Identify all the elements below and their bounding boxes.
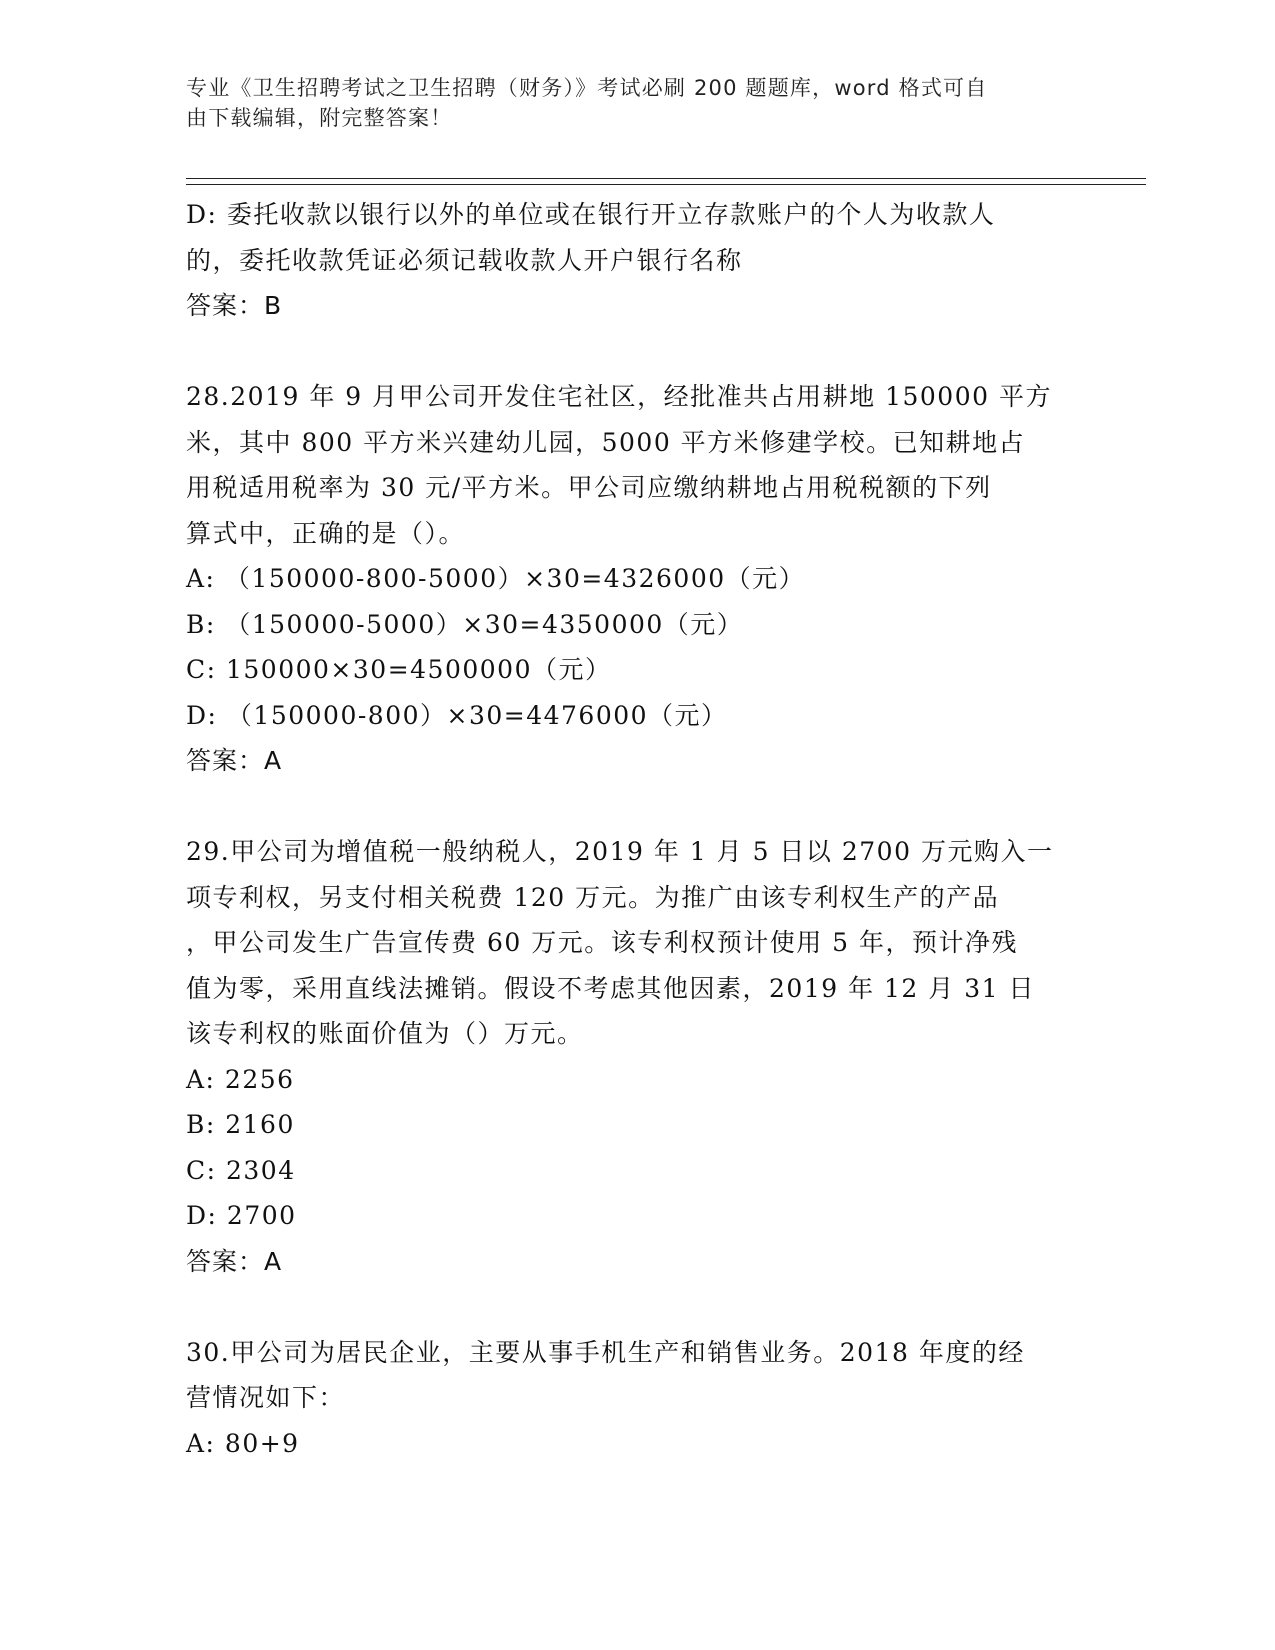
option-a: A: 80+9 — [186, 1428, 300, 1458]
spacer — [186, 784, 1086, 830]
question-30 — [186, 1330, 1086, 1467]
option-a: A: 2256 — [186, 1064, 295, 1094]
header-title-line-1: 专业《卫生招聘考试之卫生招聘（财务）》考试必刷 200 题题库，word 格式可自 — [186, 76, 988, 100]
question-29 — [186, 829, 1086, 1284]
option-a: A: （150000-800-5000）×30=4326000（元） — [186, 564, 806, 593]
option-d: D: （150000-800）×30=4476000（元） — [186, 700, 728, 730]
answer-line: 答案：A — [186, 1246, 283, 1276]
header-divider-bottom — [186, 184, 1146, 185]
question-28 — [186, 374, 1086, 784]
option-c: C: 150000×30=4500000（元） — [186, 655, 612, 684]
option-c: C: 2304 — [186, 1155, 296, 1185]
question-stem-line: 值为零，采用直线法摊销。假设不考虑其他因素，2019 年 12 月 31 日 — [186, 973, 1035, 1003]
option-b: B: （150000-5000）×30=4350000（元） — [186, 609, 744, 639]
question-stem-line: 算式中，正确的是（）。 — [186, 518, 466, 548]
header-divider-top — [186, 178, 1146, 179]
question-stem-line: 米，其中 800 平方米兴建幼儿园，5000 平方米修建学校。已知耕地占 — [186, 427, 1026, 457]
question-stem-line: 该专利权的账面价值为（）万元。 — [186, 1019, 584, 1048]
question-content — [186, 192, 1086, 1466]
answer-line: 答案：B — [186, 291, 283, 320]
question-stem-line: 项专利权，另支付相关税费 120 万元。为推广由该专利权生产的产品 — [186, 882, 1000, 912]
question-stem-line: 30.甲公司为居民企业，主要从事手机生产和销售业务。2018 年度的经 — [186, 1337, 1025, 1367]
option-d-line-2: 的，委托收款凭证必须记载收款人开户银行名称 — [186, 245, 743, 275]
question-stem-line: 28.2019 年 9 月甲公司开发住宅社区，经批准共占用耕地 150000 平方 — [186, 382, 1052, 411]
question-stem-line: 29.甲公司为增值税一般纳税人，2019 年 1 月 5 日以 2700 万元购入一 — [186, 837, 1054, 866]
spacer — [186, 1284, 1086, 1330]
spacer — [186, 329, 1086, 375]
option-b: B: 2160 — [186, 1110, 295, 1139]
previous-question — [186, 192, 1086, 329]
answer-line: 答案：A — [186, 746, 283, 775]
question-stem-line: 用税适用税率为 30 元/平方米。甲公司应缴纳耕地占用税税额的下列 — [186, 473, 992, 502]
document-header — [186, 73, 1066, 133]
question-stem-line: 营情况如下： — [186, 1383, 346, 1412]
option-d: D: 2700 — [186, 1201, 297, 1230]
option-d-line-1: D: 委托收款以银行以外的单位或在银行开立存款账户的个人为收款人 — [186, 200, 996, 229]
header-title-line-2: 由下载编辑，附完整答案！ — [186, 106, 453, 130]
question-stem-line: ，甲公司发生广告宣传费 60 万元。该专利权预计使用 5 年，预计净残 — [186, 928, 1019, 957]
